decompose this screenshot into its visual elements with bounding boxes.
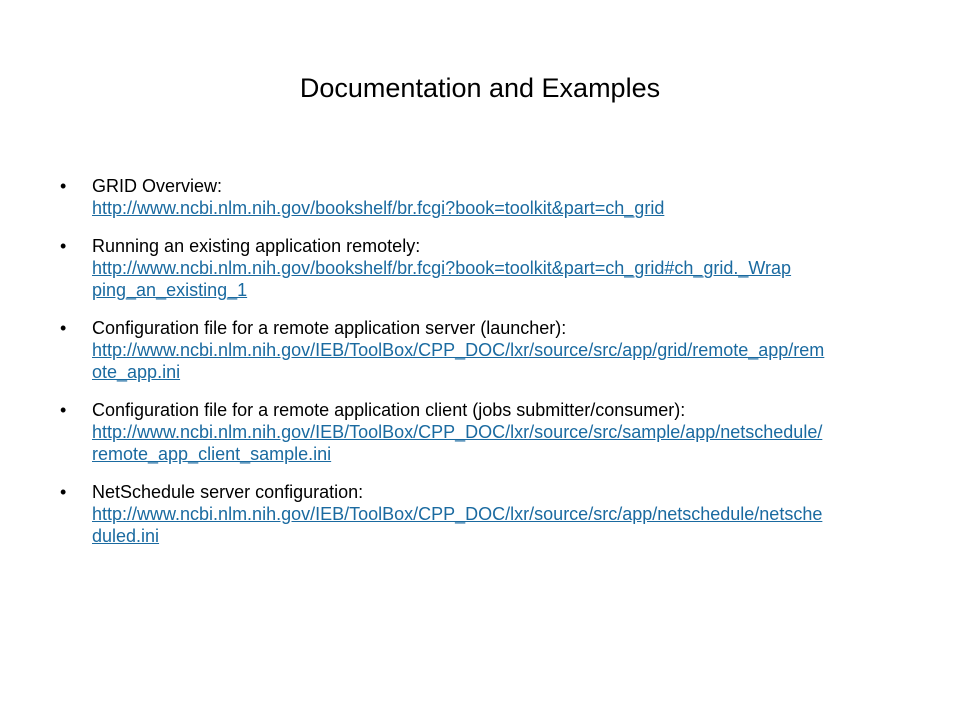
doc-link[interactable]: http://www.ncbi.nlm.nih.gov/IEB/ToolBox/CPP_DOC/lxr/source/src/app/grid/remote_app/rem ote_app.ini [92, 340, 825, 382]
list-item [60, 399, 920, 465]
bullet-text: NetSchedule server configuration: [92, 482, 364, 502]
list-item [60, 235, 920, 301]
bullet-icon: • [60, 318, 67, 338]
doc-link[interactable]: http://www.ncbi.nlm.nih.gov/bookshelf/br.fcgi?book=toolkit&part=ch_grid [92, 198, 665, 218]
list-item [60, 317, 920, 383]
bullet-icon: • [60, 482, 67, 502]
bullet-text: GRID Overview: [92, 176, 223, 196]
doc-link[interactable]: http://www.ncbi.nlm.nih.gov/bookshelf/br.fcgi?book=toolkit&part=ch_grid#ch_grid._Wrap ping_an_existing_1 [92, 258, 792, 300]
bullet-text: Running an existing application remotely: [92, 236, 421, 256]
doc-link[interactable]: http://www.ncbi.nlm.nih.gov/IEB/ToolBox/CPP_DOC/lxr/source/src/sample/app/netschedule/ remote_app_client_sample.ini [92, 422, 823, 464]
bullet-icon: • [60, 400, 67, 420]
list-item [60, 175, 920, 219]
bullet-text: Configuration file for a remote application client (jobs submitter/consumer): [92, 400, 686, 420]
list-item [60, 481, 920, 547]
bullet-icon: • [60, 236, 67, 256]
bullet-text: Configuration file for a remote application server (launcher): [92, 318, 567, 338]
slide-title: Documentation and Examples [299, 73, 661, 103]
doc-link[interactable]: http://www.ncbi.nlm.nih.gov/IEB/ToolBox/CPP_DOC/lxr/source/src/app/netschedule/netsche duled.ini [92, 504, 823, 546]
bullet-list [60, 175, 920, 563]
bullet-icon: • [60, 176, 67, 196]
